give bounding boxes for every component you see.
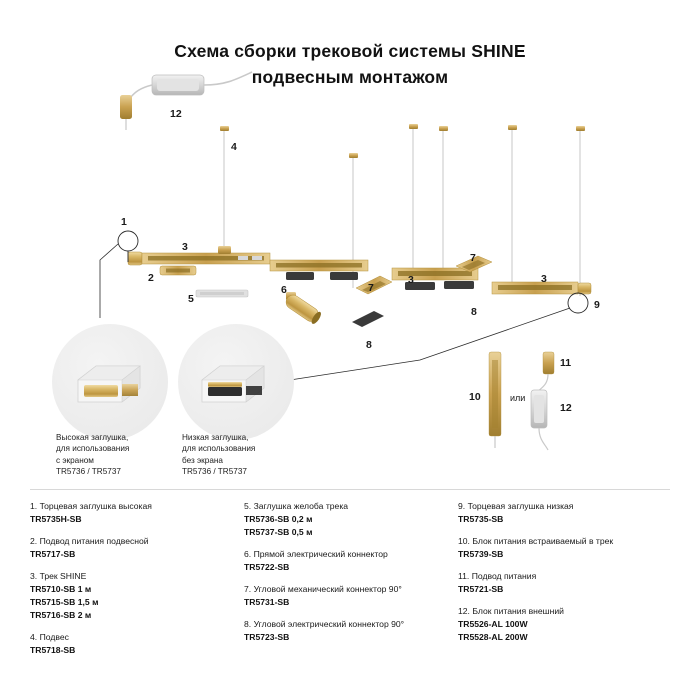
page-title-line-1: Схема сборки трековой системы SHINE [174, 41, 526, 61]
zoom-bubble-low-cap [178, 324, 294, 440]
legend-item-5-code-1: TR5736-SB 0,2 м [244, 514, 313, 524]
legend-item-4-code-1: TR5718-SB [30, 645, 76, 655]
legend-item-7-code-1: TR5731-SB [244, 597, 290, 607]
legend-item-1-code-1: TR5735H-SB [30, 514, 82, 524]
callout-8b: 8 [471, 306, 477, 318]
legend-item-2-code-1: TR5717-SB [30, 549, 76, 559]
zoom-caption-low-line-1: Низкая заглушка, [182, 433, 249, 442]
zoom-caption-low-line-2: для использования [182, 444, 256, 454]
zoom-caption-high-line-2: для использования [56, 444, 130, 454]
legend-column-1 [30, 500, 244, 666]
legend-item-12 [458, 605, 662, 644]
external-driver-right [531, 390, 548, 450]
legend-item-11-desc: Подвод питания [471, 571, 537, 581]
legend-item-1 [30, 500, 234, 526]
legend-item-3-code-3: TR5716-SB 2 м [30, 610, 92, 620]
legend-item-1-desc: Торцевая заглушка высокая [39, 501, 152, 511]
callout-12b: 12 [560, 402, 572, 414]
zoom-caption-high [56, 432, 129, 478]
ceiling-mounts [220, 124, 585, 158]
callout-6: 6 [281, 284, 287, 296]
legend-item-5-num: 5. [244, 501, 252, 511]
callout-3b: 3 [408, 274, 414, 286]
callout-or: или [510, 393, 526, 403]
legend-item-11-code-1: TR5721-SB [458, 584, 504, 594]
legend-item-6 [244, 548, 448, 574]
built-in-driver [489, 352, 501, 448]
track-run-mid [270, 260, 368, 280]
legend-item-2-desc: Подвод питания подвесной [39, 536, 149, 546]
legend-item-7 [244, 583, 448, 609]
zoom-caption-high-code: TR5736 / TR5737 [56, 467, 121, 477]
legend-item-3-code-2: TR5715-SB 1,5 м [30, 597, 99, 607]
legend-column-3 [458, 500, 672, 666]
power-feed-right [538, 352, 554, 392]
legend-item-3-desc: Трек SHINE [39, 571, 87, 581]
legend-item-9-num: 9. [458, 501, 466, 511]
legend-item-5-code-2: TR5737-SB 0,5 м [244, 527, 313, 537]
legend-item-9 [458, 500, 662, 526]
legend-item-11-num: 11. [458, 571, 470, 581]
callout-8a: 8 [366, 339, 372, 351]
legend-column-2 [244, 500, 458, 666]
zoom-bubble-high-cap [52, 324, 168, 440]
legend-item-3 [30, 570, 234, 622]
callout-1: 1 [121, 216, 127, 228]
callout-7b: 7 [470, 252, 476, 264]
callout-5: 5 [188, 293, 194, 305]
legend-item-10-desc: Блок питания встраиваемый в трек [472, 536, 614, 546]
leader-high-cap [100, 244, 118, 318]
callout-4: 4 [231, 141, 237, 153]
corner-electrical-connector-left [352, 311, 384, 327]
track-run-left [128, 246, 270, 265]
legend-item-12-code-2: TR5528-AL 200W [458, 632, 528, 642]
power-feed-suspended [160, 266, 196, 275]
callout-9: 9 [594, 299, 600, 311]
legend-item-8 [244, 618, 448, 644]
legend-item-11 [458, 570, 662, 596]
zoom-caption-low [182, 432, 255, 478]
legend-item-8-num: 8. [244, 619, 252, 629]
legend-item-12-code-1: TR5526-AL 100W [458, 619, 528, 629]
legend-item-6-code-1: TR5722-SB [244, 562, 290, 572]
callout-3a: 3 [182, 241, 188, 253]
legend-divider [30, 489, 670, 490]
leader-low-cap [290, 308, 570, 380]
zoom-caption-low-code: TR5736 / TR5737 [182, 467, 247, 477]
legend-item-3-code-1: TR5710-SB 1 м [30, 584, 92, 594]
callout-7a: 7 [368, 282, 374, 294]
legend-item-6-num: 6. [244, 549, 252, 559]
zoom-caption-high-line-1: Высокая заглушка, [56, 433, 129, 442]
legend-item-2-num: 2. [30, 536, 38, 546]
legend-item-4-num: 4. [30, 632, 38, 642]
track-spotlight [283, 292, 322, 325]
legend-item-6-desc: Прямой электрический коннектор [253, 549, 388, 559]
external-driver-top [120, 72, 252, 130]
zoom-caption-high-line-3: с экраном [56, 455, 94, 465]
callout-11: 11 [560, 357, 572, 369]
legend-item-12-desc: Блок питания внешний [472, 606, 564, 616]
legend-item-5 [244, 500, 448, 539]
zoom-caption-low-line-3: без экрана [182, 455, 223, 465]
callout-10: 10 [469, 391, 481, 403]
legend-item-7-desc: Угловой механический коннектор 90° [253, 584, 402, 594]
callout-2: 2 [148, 272, 154, 284]
corner-connector-left [356, 276, 392, 294]
legend-item-5-desc: Заглушка желоба трека [253, 501, 349, 511]
page-title-line-2: подвесным монтажом [251, 67, 449, 87]
legend-item-3-num: 3. [30, 571, 38, 581]
legend-item-9-code-1: TR5735-SB [458, 514, 504, 524]
legend-item-4 [30, 631, 234, 657]
track-channel-cap [196, 290, 248, 297]
legend-item-10-num: 10. [458, 536, 470, 546]
track-run-right-center [392, 268, 478, 290]
legend-item-12-num: 12. [458, 606, 470, 616]
legend-item-9-desc: Торцевая заглушка низкая [467, 501, 574, 511]
legend-item-8-code-1: TR5723-SB [244, 632, 290, 642]
legend-item-10 [458, 535, 662, 561]
legend-item-2 [30, 535, 234, 561]
legend-item-4-desc: Подвес [39, 632, 69, 642]
legend-item-10-code-1: TR5739-SB [458, 549, 504, 559]
legend-item-7-num: 7. [244, 584, 252, 594]
legend [30, 500, 674, 666]
callout-3c: 3 [541, 273, 547, 285]
legend-item-8-desc: Угловой электрический коннектор 90° [253, 619, 405, 629]
legend-item-1-num: 1. [30, 501, 38, 511]
callout-12a: 12 [170, 108, 182, 120]
